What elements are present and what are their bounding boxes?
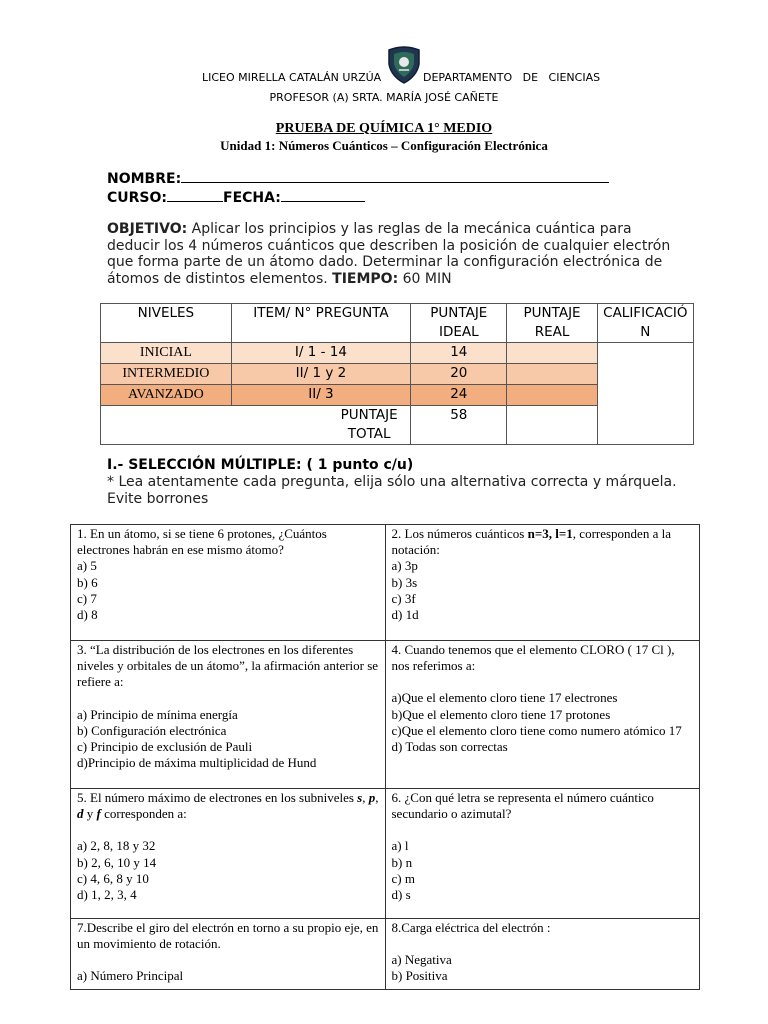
option-c[interactable]: c) m — [391, 870, 415, 886]
name-field[interactable] — [107, 170, 609, 187]
item-cell: I/ 1 - 14 — [231, 343, 410, 364]
name-line[interactable] — [181, 170, 609, 183]
question-4 — [385, 641, 700, 789]
department-name: DEPARTAMENTO DE CIENCIAS — [423, 71, 601, 84]
question-7 — [71, 919, 386, 990]
header-puntaje-ideal: PUNTAJE IDEAL — [411, 304, 507, 343]
option-b[interactable]: b) Positiva — [391, 968, 448, 984]
option-d[interactable]: d) 1d — [391, 607, 419, 623]
header-puntaje-real: PUNTAJE REAL — [507, 304, 597, 343]
option-a[interactable]: a) 3p — [391, 558, 418, 574]
name-label: NOMBRE: — [107, 171, 182, 187]
real-cell[interactable] — [507, 364, 597, 385]
questions-table — [70, 524, 700, 990]
table-row — [101, 343, 694, 364]
question-2 — [385, 525, 700, 641]
section-instruction: * Lea atentamente cada pregunta, elija sólo una alternativa correcta y márquela. Evite borrones — [107, 474, 677, 507]
question-3 — [71, 641, 386, 789]
question-text: 8.Carga eléctrica del electrón : — [391, 920, 551, 935]
option-a[interactable]: a) 2, 8, 18 y 32 — [77, 838, 156, 854]
question-1 — [71, 525, 386, 641]
question-8 — [385, 919, 700, 990]
question-5 — [71, 789, 386, 919]
date-label: FECHA: — [223, 190, 281, 206]
option-b[interactable]: b)Que el elemento cloro tiene 17 protones — [391, 706, 611, 722]
option-a[interactable]: a) 5 — [77, 558, 97, 574]
question-6 — [385, 789, 700, 919]
option-b[interactable]: b) n — [391, 854, 413, 870]
option-c[interactable]: c)Que el elemento cloro tiene como numero atómico 17 — [391, 722, 682, 738]
teacher-name: PROFESOR (A) SRTA. MARÍA JOSÉ CAÑETE — [269, 91, 499, 104]
question-text: 6. ¿Con qué letra se representa el número cuántico secundario o azimutal? — [391, 790, 654, 822]
question-text: 2. Los números cuánticos n=3, l=1, corresponden a la notación: — [391, 526, 671, 558]
question-text: 5. El número máximo de electrones en los subniveles s, p, d y f corresponden a: — [77, 790, 379, 822]
objective-text: Aplicar los principios y las reglas de la mecánica cuántica para deducir los 4 números cuánticos que describen la posición de cualquier electrón que forma parte de un átomo dado. Determinar la configuración electrónica de átomos de distintos elementos. — [107, 221, 671, 287]
header-item: ITEM/ N° PREGUNTA — [231, 304, 410, 343]
option-a[interactable]: a) Principio de mínima energía — [77, 706, 238, 722]
option-d[interactable]: d) s — [391, 887, 411, 903]
option-d[interactable]: d) 1, 2, 3, 4 — [77, 887, 137, 903]
objective-paragraph — [107, 221, 687, 287]
question-text: 4. Cuando tenemos que el elemento CLORO ( 17 Cl ), nos referimos a: — [391, 642, 675, 674]
option-a[interactable]: a) Negativa — [391, 952, 452, 968]
course-line[interactable] — [167, 189, 223, 202]
option-b[interactable]: b) 2, 6, 10 y 14 — [77, 854, 157, 870]
school-shield-icon — [387, 44, 421, 84]
header-calificacion: CALIFICACIÓN — [597, 304, 693, 343]
option-b[interactable]: b) 6 — [77, 574, 98, 590]
date-line[interactable] — [281, 189, 365, 202]
ideal-cell: 14 — [411, 343, 507, 364]
option-a[interactable]: a)Que el elemento cloro tiene 17 electrones — [391, 690, 618, 706]
option-c[interactable]: c) 4, 6, 8 y 10 — [77, 870, 149, 886]
grade-cell[interactable] — [597, 343, 693, 445]
section-title: I.- SELECCIÓN MÚLTIPLE: ( 1 punto c/u) — [107, 457, 414, 473]
item-cell: II/ 1 y 2 — [231, 364, 410, 385]
time-label: TIEMPO: — [332, 270, 399, 287]
option-c[interactable]: c) 3f — [391, 590, 416, 606]
option-d[interactable]: d) 8 — [77, 607, 98, 623]
level-cell: INTERMEDIO — [101, 364, 232, 385]
item-cell: II/ 3 — [231, 385, 410, 406]
level-cell: INICIAL — [101, 343, 232, 364]
school-name: LICEO MIRELLA CATALÁN URZÚA — [202, 71, 382, 84]
question-text: 7.Describe el giro del electrón en torno a su propio eje, en un movimiento de rotación. — [77, 920, 379, 952]
option-b[interactable]: b) 3s — [391, 574, 418, 590]
total-real-cell[interactable] — [507, 406, 597, 445]
time-value: 60 MIN — [398, 270, 452, 287]
total-value: 58 — [411, 406, 507, 445]
real-cell[interactable] — [507, 385, 597, 406]
total-label: PUNTAJE TOTAL — [101, 406, 411, 445]
option-b[interactable]: b) Configuración electrónica — [77, 722, 227, 738]
question-text: 1. En un átomo, si se tiene 6 protones, ¿Cuántos electrones habrán en ese mismo átomo? — [77, 526, 327, 558]
option-a[interactable]: a) Número Principal — [77, 968, 184, 984]
option-a[interactable]: a) l — [391, 838, 409, 854]
course-label: CURSO: — [107, 190, 168, 206]
test-subtitle: Unidad 1: Números Cuánticos – Configuración Electrónica — [220, 138, 548, 153]
option-d[interactable]: d) Todas son correctas — [391, 739, 508, 755]
course-date-field[interactable] — [107, 189, 365, 206]
objective-label: OBJETIVO: — [107, 221, 188, 237]
real-cell[interactable] — [507, 343, 597, 364]
question-text: 3. “La distribución de los electrones en los diferentes niveles y orbitales de un átomo”, la afirmación anterior se refiere a: — [77, 642, 379, 690]
option-d[interactable]: d)Principio de máxima multiplicidad de Hund — [77, 755, 317, 771]
ideal-cell: 24 — [411, 385, 507, 406]
option-c[interactable]: c) 7 — [77, 590, 97, 606]
option-c[interactable]: c) Principio de exclusión de Pauli — [77, 739, 253, 755]
header-niveles: NIVELES — [101, 304, 232, 343]
test-title: PRUEBA DE QUÍMICA 1° MEDIO — [275, 121, 493, 136]
levels-table — [100, 303, 694, 445]
level-cell: AVANZADO — [101, 385, 232, 406]
ideal-cell: 20 — [411, 364, 507, 385]
